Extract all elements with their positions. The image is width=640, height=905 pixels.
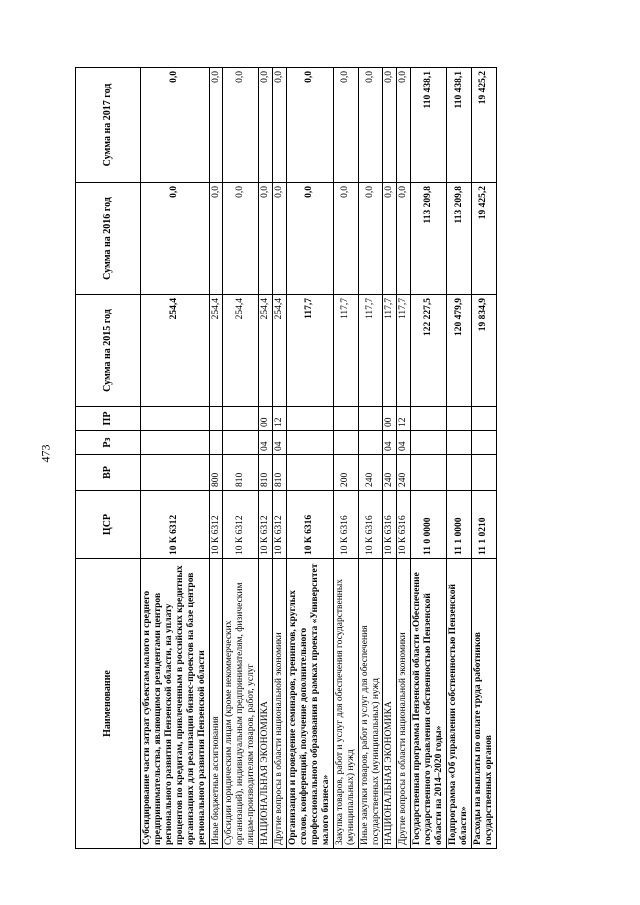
row-sum-2017: 0,0 — [397, 68, 411, 183]
table-body — [141, 68, 497, 849]
row-vr — [141, 455, 210, 491]
page-number — [37, 438, 55, 468]
row-pr: 00 — [259, 407, 273, 431]
row-csr: 11 0 0000 — [411, 491, 447, 559]
row-vr: 240 — [383, 455, 397, 491]
row-sum-2016: 0,0 — [287, 183, 334, 295]
row-sum-2016: 19 425,2 — [471, 183, 496, 295]
row-csr: 10 К 6316 — [358, 491, 383, 559]
row-pr — [411, 407, 447, 431]
row-vr: 800 — [209, 455, 223, 491]
row-rz — [411, 431, 447, 455]
row-sum-2016: 113 209,8 — [411, 183, 447, 295]
row-sum-2017: 19 425,2 — [471, 68, 496, 183]
row-rz: 04 — [383, 431, 397, 455]
row-sum-2016: 0,0 — [273, 183, 287, 295]
row-pr — [471, 407, 496, 431]
row-name: НАЦИОНАЛЬНАЯ ЭКОНОМИКА — [259, 559, 273, 849]
row-csr: 10 К 6316 — [287, 491, 334, 559]
row-sum-2015: 117,7 — [383, 295, 397, 407]
row-rz — [471, 431, 496, 455]
table-row — [209, 68, 223, 849]
row-rz — [358, 431, 383, 455]
row-sum-2017: 110 438,1 — [447, 68, 472, 183]
row-rz — [287, 431, 334, 455]
row-csr: 10 К 6312 — [223, 491, 259, 559]
row-pr — [223, 407, 259, 431]
row-sum-2017: 0,0 — [273, 68, 287, 183]
row-vr: 240 — [397, 455, 411, 491]
row-sum-2016: 0,0 — [333, 183, 358, 295]
row-sum-2016: 0,0 — [358, 183, 383, 295]
row-rz: 04 — [273, 431, 287, 455]
row-csr: 10 К 6316 — [383, 491, 397, 559]
row-name: Другие вопросы в области национальной экономики — [397, 559, 411, 849]
row-sum-2017: 0,0 — [358, 68, 383, 183]
header-csr: ЦСР — [76, 491, 141, 559]
row-sum-2017: 0,0 — [259, 68, 273, 183]
row-sum-2015: 254,4 — [259, 295, 273, 407]
row-name: Иные бюджетные ассигнования — [209, 559, 223, 849]
row-pr — [447, 407, 472, 431]
table-row — [411, 68, 447, 849]
row-rz — [333, 431, 358, 455]
row-vr — [287, 455, 334, 491]
row-vr: 240 — [358, 455, 383, 491]
row-vr: 810 — [259, 455, 273, 491]
row-sum-2017: 0,0 — [209, 68, 223, 183]
row-csr: 10 К 6312 — [141, 491, 210, 559]
row-pr: 12 — [273, 407, 287, 431]
table-row — [141, 68, 210, 849]
row-sum-2016: 0,0 — [141, 183, 210, 295]
row-name: Другие вопросы в области национальной экономики — [273, 559, 287, 849]
row-rz — [141, 431, 210, 455]
row-sum-2017: 0,0 — [223, 68, 259, 183]
row-vr: 200 — [333, 455, 358, 491]
row-name: Расходы на выплаты по оплате труда работников государственных органов — [471, 559, 496, 849]
table-row — [273, 68, 287, 849]
row-name: Субсидирование части затрат субъектам малого и среднего предпринимательства, являющимся резидентами центров регионального развития Пензенской области, на уплату процентов по кредитам, привлеченным в российских кредитных организациях для реализации бизнес-проектов на базе центров регионального развития Пензенской области — [141, 559, 210, 849]
row-sum-2016: 0,0 — [397, 183, 411, 295]
table-row — [397, 68, 411, 849]
row-sum-2015: 122 227,5 — [411, 295, 447, 407]
row-sum-2015: 19 834,9 — [471, 295, 496, 407]
page-number-text: 473 — [38, 444, 53, 462]
row-rz — [209, 431, 223, 455]
row-vr: 810 — [273, 455, 287, 491]
row-sum-2015: 120 479,9 — [447, 295, 472, 407]
row-pr — [333, 407, 358, 431]
header-row — [76, 68, 141, 849]
table-row — [287, 68, 334, 849]
row-sum-2015: 254,4 — [209, 295, 223, 407]
row-csr: 10 К 6312 — [209, 491, 223, 559]
row-sum-2017: 0,0 — [287, 68, 334, 183]
row-rz: 04 — [397, 431, 411, 455]
header-2015: Сумма на 2015 год — [76, 295, 141, 407]
row-vr — [447, 455, 472, 491]
row-sum-2016: 0,0 — [259, 183, 273, 295]
row-sum-2016: 0,0 — [383, 183, 397, 295]
row-sum-2015: 117,7 — [333, 295, 358, 407]
row-sum-2016: 0,0 — [223, 183, 259, 295]
table-row — [471, 68, 496, 849]
row-sum-2016: 113 209,8 — [447, 183, 472, 295]
row-sum-2016: 0,0 — [209, 183, 223, 295]
row-pr — [141, 407, 210, 431]
row-csr: 10 К 6312 — [259, 491, 273, 559]
row-vr — [471, 455, 496, 491]
row-pr: 00 — [383, 407, 397, 431]
row-rz — [223, 431, 259, 455]
row-vr: 810 — [223, 455, 259, 491]
row-csr: 10 К 6316 — [397, 491, 411, 559]
header-2016: Сумма на 2016 год — [76, 183, 141, 295]
row-sum-2017: 0,0 — [141, 68, 210, 183]
table-row — [447, 68, 472, 849]
table-row — [223, 68, 259, 849]
row-sum-2015: 254,4 — [141, 295, 210, 407]
row-sum-2015: 117,7 — [397, 295, 411, 407]
row-sum-2017: 0,0 — [383, 68, 397, 183]
row-pr — [287, 407, 334, 431]
rotated-table-container — [75, 68, 564, 849]
row-pr — [358, 407, 383, 431]
table-row — [333, 68, 358, 849]
row-sum-2015: 254,4 — [273, 295, 287, 407]
row-name: Иные закупки товаров, работ и услуг для обеспечения государственных (муниципальных) нужд — [358, 559, 383, 849]
row-csr: 11 1 0210 — [471, 491, 496, 559]
row-sum-2017: 110 438,1 — [411, 68, 447, 183]
row-csr: 10 К 6312 — [273, 491, 287, 559]
header-2017: Сумма на 2017 год — [76, 68, 141, 183]
row-name: Субсидии юридическим лицам (кроме некоммерческих организаций), индивидуальным предпринимателям, физическим лицам-производителям товаров, работ, услуг — [223, 559, 259, 849]
header-name: Наименование — [76, 559, 141, 849]
table-row — [358, 68, 383, 849]
row-rz — [447, 431, 472, 455]
row-name: Государственная программа Пензенской области «Обеспечение государственного управления собственностью Пензенской области на 2014–2020 годы» — [411, 559, 447, 849]
row-name: НАЦИОНАЛЬНАЯ ЭКОНОМИКА — [383, 559, 397, 849]
header-pr: ПР — [76, 407, 141, 431]
row-pr: 12 — [397, 407, 411, 431]
header-rz: Рз — [76, 431, 141, 455]
row-pr — [209, 407, 223, 431]
row-name: Закупка товаров, работ и услуг для обеспечения государственных (муниципальных) нужд — [333, 559, 358, 849]
row-sum-2015: 117,7 — [287, 295, 334, 407]
row-sum-2017: 0,0 — [333, 68, 358, 183]
header-vr: ВР — [76, 455, 141, 491]
row-name: Подпрограмма «Об управлении собственностью Пензенской области» — [447, 559, 472, 849]
row-sum-2015: 254,4 — [223, 295, 259, 407]
row-sum-2015: 117,7 — [358, 295, 383, 407]
row-csr: 10 К 6316 — [333, 491, 358, 559]
table-row — [259, 68, 273, 849]
table-row — [383, 68, 397, 849]
row-vr — [411, 455, 447, 491]
budget-table — [75, 67, 497, 849]
row-csr: 11 1 0000 — [447, 491, 472, 559]
row-rz: 04 — [259, 431, 273, 455]
row-name: Организация и проведение семинаров, тренингов, круглых столов, конференций, получение дополнительного профессионального образования в рамках проекта «Университет малого бизнеса» — [287, 559, 334, 849]
